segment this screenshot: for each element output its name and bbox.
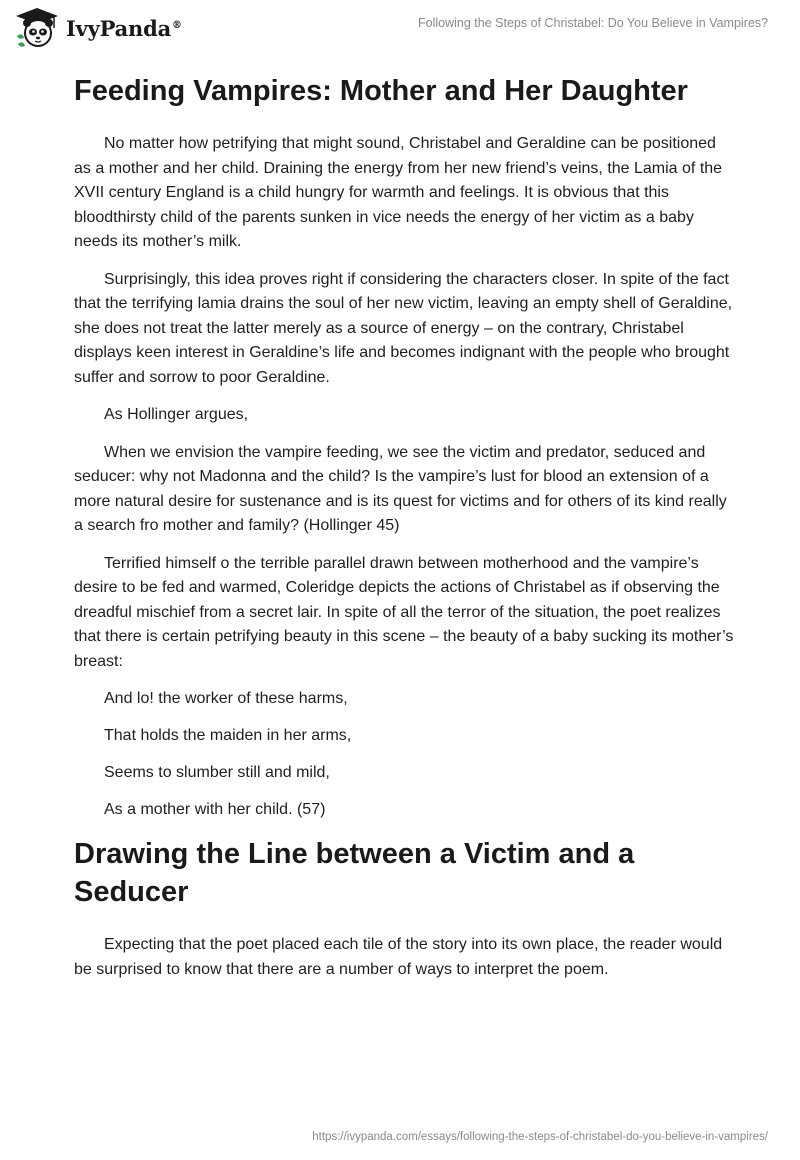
panda-graduate-icon: [14, 6, 60, 50]
verse-line: That holds the maiden in her arms,: [104, 727, 352, 744]
article-body: [74, 70, 734, 995]
ivypanda-logo[interactable]: [14, 6, 182, 50]
paragraph: Terrified himself o the terrible parallel drawn between motherhood and the vampire’s desire to be fed and warmed, Coleridge depicts the actions of Christabel as if observing the dreadful mischief from a secret lair. In spite of all the terror of the situation, the poet realizes that there is certain petrifying beauty in this scene – the beauty of a baby sucking its mother’s breast:: [74, 554, 734, 670]
verse-line: As a mother with her child. (57): [104, 801, 326, 818]
block-quote: When we envision the vampire feeding, we see the victim and predator, seduced and seducer: why not Madonna and the child? Is the vampire’s lust for blood an extension of a more natural desire for sustenance and is its quest for victims and for others of its kind really a search fro mother and family? (Hollinger 45): [74, 443, 727, 534]
running-title: Following the Steps of Christabel: Do You Believe in Vampires?: [418, 16, 768, 30]
section-heading-feeding-vampires: Feeding Vampires: Mother and Her Daughter: [74, 75, 688, 107]
paragraph: Surprisingly, this idea proves right if considering the characters closer. In spite of the fact that the terrifying lamia drains the soul of her new victim, leaving an empty shell of Geraldine, she does not treat the latter merely as a source of energy – on the contrary, Christabel displays keen interest in Geraldine’s life and becomes indignant with the people who brought suffer and sorrow to poor Geraldine.: [74, 270, 733, 386]
verse-line: And lo! the worker of these harms,: [104, 690, 348, 707]
page-header: [0, 0, 800, 62]
verse-line: Seems to slumber still and mild,: [104, 764, 330, 781]
logo-text: IvyPanda®: [66, 15, 182, 41]
paragraph: No matter how petrifying that might sound, Christabel and Geraldine can be positioned as a mother and her child. Draining the energy from her new friend’s veins, the Lamia of the XVII century England is a child hungry for warmth and feelings. It is obvious that this bloodthirsty child of the parents sunken in vice needs the energy of her victim as a baby needs its mother’s milk.: [74, 135, 723, 250]
source-url[interactable]: https://ivypanda.com/essays/following-the-steps-of-christabel-do-you-believe-in-vampires/: [312, 1131, 768, 1143]
section-heading-drawing-the-line: Drawing the Line between a Victim and a Seducer: [74, 838, 635, 908]
paragraph: Expecting that the poet placed each tile of the story into its own place, the reader would be surprised to know that there are a number of ways to interpret the poem.: [74, 936, 723, 978]
paragraph: As Hollinger argues,: [104, 406, 249, 423]
